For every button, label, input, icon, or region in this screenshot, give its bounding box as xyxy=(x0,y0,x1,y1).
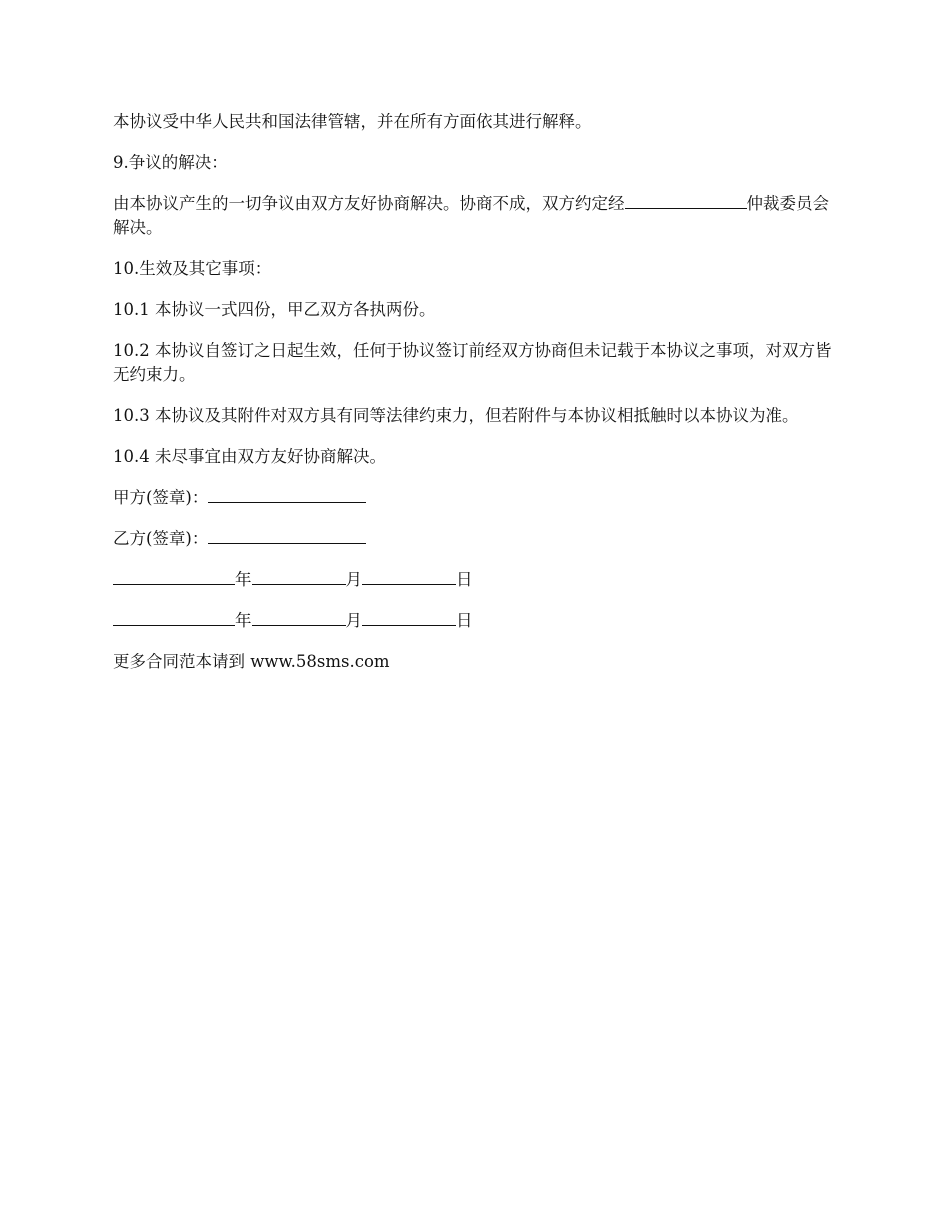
party-b-signature-line xyxy=(113,527,841,551)
clause-10-2: 10.2 本协议自签订之日起生效，任何于协议签订前经双方协商但未记载于本协议之事项，对双方皆无约束力。 xyxy=(113,341,832,384)
day-label: 日 xyxy=(456,570,473,589)
arbitration-committee-blank xyxy=(625,192,747,209)
month-label: 月 xyxy=(345,611,362,630)
date-line-1 xyxy=(113,568,841,592)
heading-effectiveness: 10.生效及其它事项： xyxy=(113,259,272,278)
year-label: 年 xyxy=(235,570,252,589)
party-b-signature-blank xyxy=(208,527,366,544)
paragraph-governing-law: 本协议受中华人民共和国法律管辖，并在所有方面依其进行解释。 xyxy=(113,112,592,131)
day-blank xyxy=(362,609,456,626)
footer-more-contracts: 更多合同范本请到 www.58sms.com xyxy=(113,652,390,671)
party-b-label: 乙方(签章)： xyxy=(113,529,209,548)
year-blank xyxy=(113,568,235,585)
clause-10-3: 10.3 本协议及其附件对双方具有同等法律约束力，但若附件与本协议相抵触时以本协议为准。 xyxy=(113,406,799,425)
paragraph-arbitration xyxy=(113,192,841,240)
party-a-signature-blank xyxy=(208,486,366,503)
arbitration-text-after: 仲裁委员会解决。 xyxy=(113,194,829,237)
document-page xyxy=(113,110,841,691)
clause-10-1: 10.1 本协议一式四份，甲乙双方各执两份。 xyxy=(113,300,436,319)
day-label: 日 xyxy=(456,611,473,630)
day-blank xyxy=(362,568,456,585)
arbitration-text-before: 由本协议产生的一切争议由双方友好协商解决。协商不成，双方约定经 xyxy=(113,194,625,213)
party-a-signature-line xyxy=(113,486,841,510)
year-blank xyxy=(113,609,235,626)
month-blank xyxy=(252,609,346,626)
month-label: 月 xyxy=(345,570,362,589)
year-label: 年 xyxy=(235,611,252,630)
party-a-label: 甲方(签章)： xyxy=(113,488,209,507)
heading-dispute-resolution: 9.争议的解决： xyxy=(113,153,228,172)
month-blank xyxy=(252,568,346,585)
clause-10-4: 10.4 未尽事宜由双方友好协商解决。 xyxy=(113,447,386,466)
date-line-2 xyxy=(113,609,841,633)
